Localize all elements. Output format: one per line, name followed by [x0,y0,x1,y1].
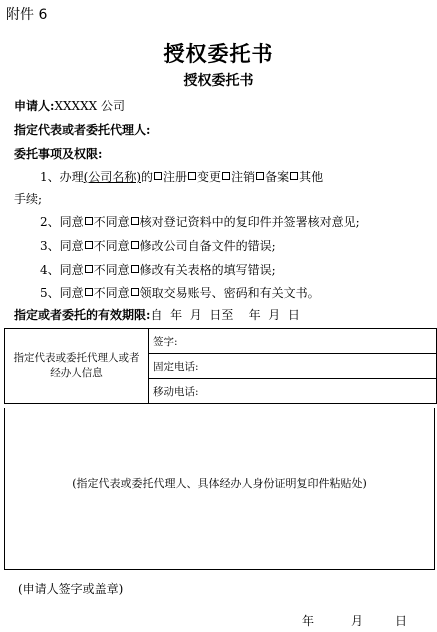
item-1 [40,168,323,185]
consent-item-3 [40,237,276,254]
applicant-label: 申请人: [14,99,55,113]
date-year: 年 [302,614,315,628]
validity-line [14,306,300,323]
agent-label: 指定代表或者委托代理人: [14,123,151,137]
agent-info-label: 指定代表或委托代理人或者经办人信息 [5,329,149,404]
signature-note: (申请人签字或盖章) [18,582,124,596]
date-day: 日 [395,614,408,628]
annex-label: 附件 6 [6,7,48,23]
agree-label: 同意 [59,286,84,300]
option-cancel: 注销 [231,170,256,184]
disagree-checkbox[interactable] [131,241,139,249]
document-title: 授权委托书 [163,41,274,66]
signature-field[interactable]: 签字: [149,329,437,354]
id-copy-note: (指定代表或委托代理人、具体经办人身份证明复印件粘贴处) [72,477,367,490]
agree-checkbox[interactable] [85,265,93,273]
disagree-label: 不同意 [93,286,130,300]
consent-item-5 [40,284,320,301]
validity-value: 自 年 月 日至 年 月 日 [150,308,300,322]
validity-label: 指定或者委托的有效期限: [14,308,151,322]
item-1-tail: 手续; [14,192,43,206]
disagree-label: 不同意 [93,215,130,229]
consent-item-4 [40,261,276,278]
mobile-field[interactable]: 移动电话: [149,379,437,404]
option-record: 备案 [265,170,290,184]
consent-item-2 [40,213,360,230]
disagree-checkbox[interactable] [131,217,139,225]
document-subtitle: 授权委托书 [183,73,254,89]
disagree-checkbox[interactable] [131,288,139,296]
agree-checkbox[interactable] [85,288,93,296]
item-number: 5、 [40,286,60,300]
option-register: 注册 [163,170,188,184]
checkbox[interactable] [290,172,298,180]
item-text: 领取交易账号、密码和有关文书。 [139,286,320,300]
disagree-label: 不同意 [93,239,130,253]
item-text: 修改公司自备文件的错误; [139,239,276,253]
applicant-line [14,97,125,114]
agree-label: 同意 [59,215,84,229]
option-change: 变更 [197,170,222,184]
checkbox[interactable] [256,172,264,180]
applicant-value: XXXXX 公司 [54,99,125,113]
id-copy-paste-area [4,408,435,570]
disagree-checkbox[interactable] [131,265,139,273]
checkbox[interactable] [188,172,196,180]
item-1-prefix: 1、办理 [40,170,84,184]
info-table [4,328,437,404]
option-other: 其他 [299,170,324,184]
item-number: 2、 [40,215,60,229]
checkbox[interactable] [154,172,162,180]
item-number: 4、 [40,263,60,277]
item-number: 3、 [40,239,60,253]
agree-label: 同意 [59,239,84,253]
company-name-blank: (公司名称) [83,170,142,184]
date-month: 月 [351,614,364,628]
item-text: 修改有关表格的填写错误; [139,263,276,277]
agree-label: 同意 [59,263,84,277]
item-1-of: 的 [141,170,154,184]
agree-checkbox[interactable] [85,241,93,249]
item-text: 核对登记资料中的复印件并签署核对意见; [139,215,360,229]
landline-field[interactable]: 固定电话: [149,354,437,379]
disagree-label: 不同意 [93,263,130,277]
matters-label: 委托事项及权限: [14,147,103,161]
agree-checkbox[interactable] [85,217,93,225]
checkbox[interactable] [222,172,230,180]
